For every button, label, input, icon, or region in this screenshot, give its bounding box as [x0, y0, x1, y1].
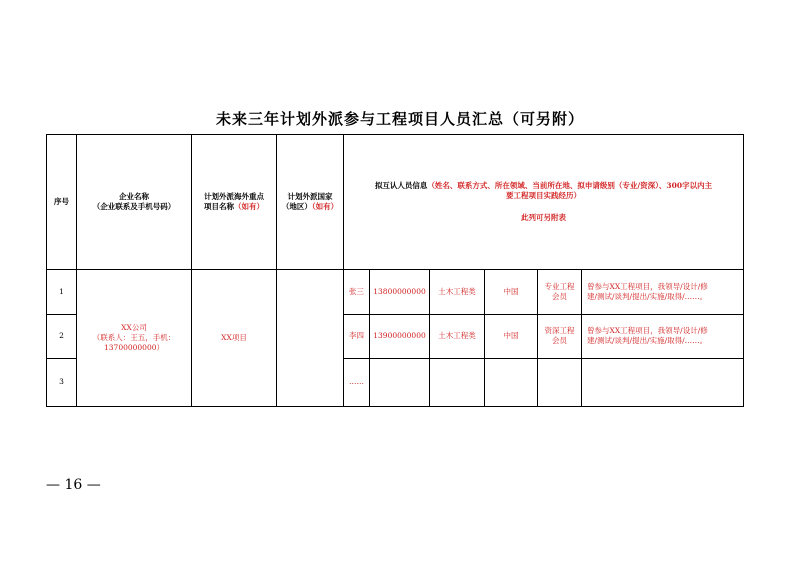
staff-field: 土木工程类 — [430, 270, 485, 314]
staff-level — [538, 358, 582, 406]
row-seq: 3 — [47, 358, 77, 406]
page-number: — 16 — — [46, 477, 101, 493]
company-name: XX公司 — [121, 323, 147, 333]
project-name-cell: XX项目 — [192, 270, 277, 407]
staff-experience-2: 建/测试/谈判/提出/实施/取得/……。 — [587, 336, 708, 346]
staff-experience-2: 建/测试/谈判/提出/实施/取得/……。 — [587, 292, 708, 302]
staff-field: 土木工程类 — [430, 314, 485, 358]
staff-name: 张三 — [344, 270, 370, 314]
header-company-sub: （企业联系及手机号码） — [92, 202, 176, 212]
staff-level-2: 会员 — [552, 336, 567, 346]
table-row — [47, 270, 744, 314]
row-seq: 2 — [47, 314, 77, 358]
staff-name: …… — [344, 358, 370, 406]
page-title: 未来三年计划外派参与工程项目人员汇总（可另附） — [215, 110, 584, 128]
staff-level-1: 专业工程 — [544, 281, 575, 291]
staff-experience — [582, 358, 744, 406]
header-project-optional: （如有） — [234, 202, 264, 212]
company-cell — [77, 270, 192, 407]
staff-phone: 13800000000 — [370, 270, 430, 314]
header-company — [77, 135, 192, 270]
staff-location — [485, 358, 538, 406]
header-country-label-2: （地区） — [281, 202, 312, 212]
country-cell — [277, 270, 344, 407]
header-country-label-1: 计划外派国家 — [287, 192, 333, 202]
header-country — [277, 135, 344, 270]
header-staff-label: 拟互认人员信息 — [374, 181, 428, 191]
staff-experience — [582, 314, 744, 358]
header-country-optional: （如有） — [311, 202, 339, 212]
staff-experience-1: 曾参与XX工程项目，我领导/设计/修 — [587, 326, 708, 336]
staff-name: 李四 — [344, 314, 370, 358]
staff-experience — [582, 270, 744, 314]
company-contact-2: 13700000000） — [104, 343, 164, 353]
row-seq: 1 — [47, 270, 77, 314]
staff-location: 中国 — [485, 270, 538, 314]
company-contact-1: （联系人：王五，手机： — [92, 333, 176, 343]
header-project-label-2: 项目名称 — [204, 202, 234, 212]
staff-level — [538, 270, 582, 314]
staff-phone: 13900000000 — [370, 314, 430, 358]
header-staff-details: （姓名、联系方式、所在领域、当前所在地、拟申请级别（专业/资深）、300字以内主要工程项目实践经历） — [427, 181, 713, 201]
staff-experience-1: 曾参与XX工程项目，我领导/设计/修 — [587, 281, 708, 291]
staff-location: 中国 — [485, 314, 538, 358]
header-project — [192, 135, 277, 270]
staff-level-2: 会员 — [552, 292, 567, 302]
staff-level — [538, 314, 582, 358]
header-company-label: 企业名称 — [119, 192, 149, 202]
header-staff-info — [344, 135, 744, 270]
table-header-row — [47, 135, 744, 270]
staff-phone — [370, 358, 430, 406]
header-project-label-1: 计划外派海外重点 — [204, 192, 264, 202]
staff-level-1: 资深工程 — [544, 326, 575, 336]
header-seq: 序号 — [47, 135, 77, 270]
personnel-summary-table — [46, 134, 744, 407]
header-staff-note: 此列可另附表 — [521, 213, 567, 223]
staff-field — [430, 358, 485, 406]
